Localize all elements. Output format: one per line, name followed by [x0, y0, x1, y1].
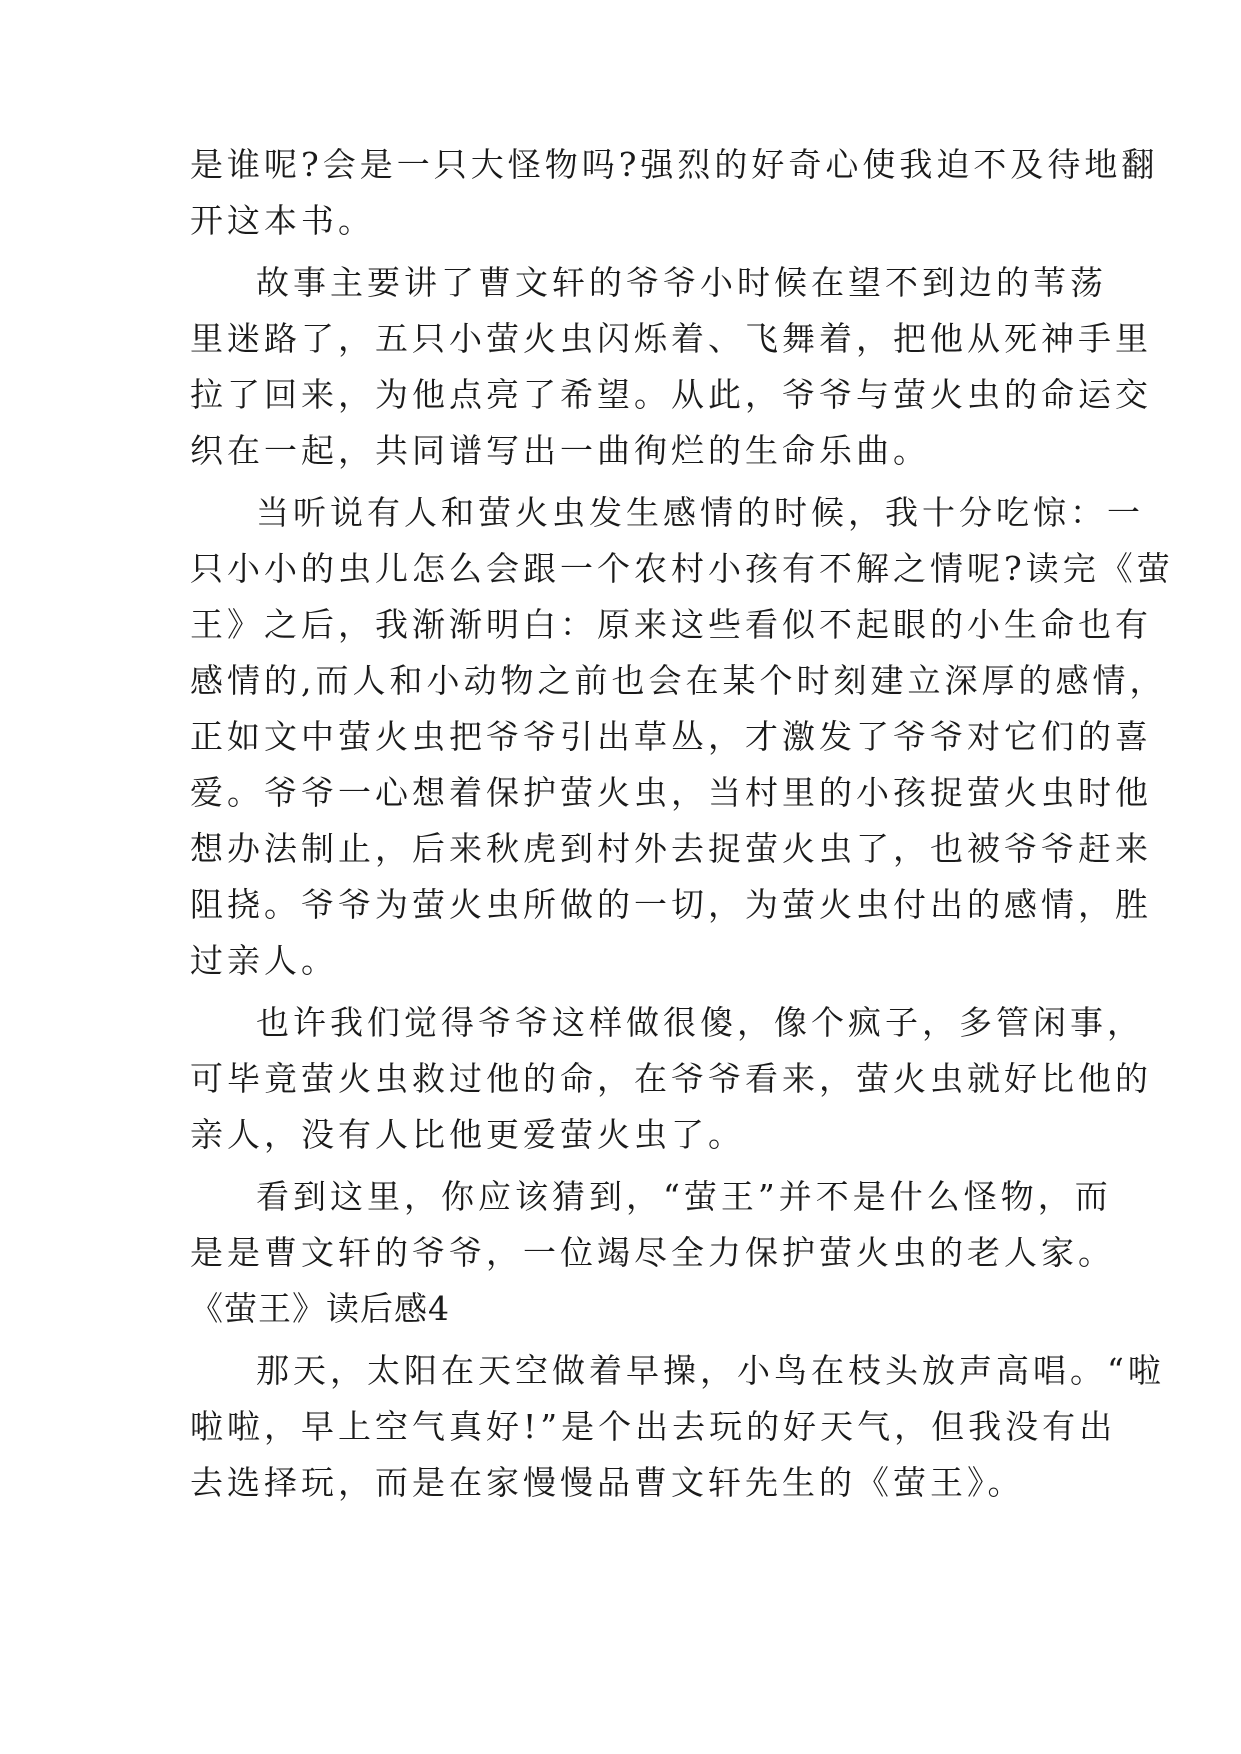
- paragraph-line: 是谁呢?会是一只大怪物吗?强烈的好奇心使我迫不及待地翻: [190, 145, 1159, 184]
- paragraph-line: 爱。爷爷一心想着保护萤火虫，当村里的小孩捉萤火虫时他: [190, 773, 1152, 812]
- paragraph-line: 正如文中萤火虫把爷爷引出草丛，才激发了爷爷对它们的喜: [190, 717, 1152, 756]
- paragraph-line: 想办法制止，后来秋虎到村外去捉萤火虫了，也被爷爷赶来: [190, 829, 1152, 868]
- paragraph-line: 开这本书。: [190, 201, 375, 240]
- paragraph-line: 感情的,而人和小动物之前也会在某个时刻建立深厚的感情，: [190, 661, 1167, 700]
- paragraph-line: 阻挠。爷爷为萤火虫所做的一切，为萤火虫付出的感情，胜: [190, 885, 1152, 924]
- paragraph-line: 当听说有人和萤火虫发生感情的时候，我十分吃惊：一: [256, 493, 1144, 532]
- paragraph-line: 只小小的虫儿怎么会跟一个农村小孩有不解之情呢?读完《萤: [190, 549, 1174, 588]
- paragraph-line: 亲人，没有人比他更爱萤火虫了。: [190, 1115, 745, 1154]
- paragraph-line: 那天，太阳在天空做着早操，小鸟在枝头放声高唱。“啦: [256, 1351, 1165, 1390]
- paragraph-line: 是是曹文轩的爷爷，一位竭尽全力保护萤火虫的老人家。: [190, 1233, 1115, 1272]
- paragraph-line: 过亲人。: [190, 941, 338, 980]
- paragraph-line: 拉了回来，为他点亮了希望。从此，爷爷与萤火虫的命运交: [190, 375, 1152, 414]
- paragraph-line: 可毕竟萤火虫救过他的命，在爷爷看来，萤火虫就好比他的: [190, 1059, 1152, 1098]
- paragraph-line: 也许我们觉得爷爷这样做很傻，像个疯子，多管闲事，: [256, 1003, 1144, 1042]
- section-heading: 《萤王》读后感4: [190, 1289, 450, 1328]
- paragraph-line: 里迷路了，五只小萤火虫闪烁着、飞舞着，把他从死神手里: [190, 319, 1152, 358]
- paragraph-line: 看到这里，你应该猜到，“萤王”并不是什么怪物，而: [256, 1177, 1112, 1216]
- paragraph-line: 去选择玩，而是在家慢慢品曹文轩先生的《萤王》。: [190, 1463, 1025, 1502]
- paragraph-line: 啦啦，早上空气真好!”是个出去玩的好天气，但我没有出: [190, 1407, 1117, 1446]
- paragraph-line: 织在一起，共同谱写出一曲徇烂的生命乐曲。: [190, 431, 930, 470]
- paragraph-line: 故事主要讲了曹文轩的爷爷小时候在望不到边的苇荡: [256, 263, 1107, 302]
- paragraph-line: 王》之后，我渐渐明白：原来这些看似不起眼的小生命也有: [190, 605, 1152, 644]
